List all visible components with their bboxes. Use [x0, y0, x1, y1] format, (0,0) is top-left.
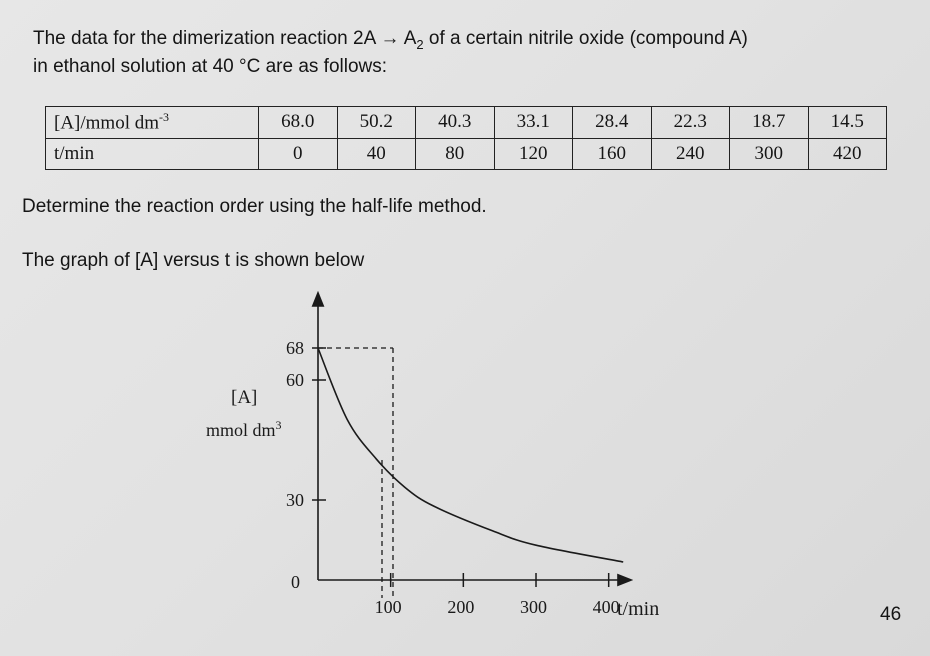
table-cell: 300	[730, 138, 809, 170]
table-cell: 80	[416, 138, 495, 170]
table-cell: 68.0	[259, 107, 338, 139]
concentration-curve	[318, 348, 623, 562]
table-cell: 40	[337, 138, 416, 170]
x-tick-label: 400	[592, 597, 620, 617]
row-label-time: t/min	[46, 138, 259, 170]
x-tick-label: 200	[447, 597, 475, 617]
table-cell: 160	[573, 138, 652, 170]
table-cell: 33.1	[494, 107, 573, 139]
page-number: 46	[880, 604, 902, 625]
y-tick-label: 30	[286, 490, 304, 510]
table-cell: 22.3	[651, 107, 730, 139]
table-cell: 50.2	[337, 107, 416, 139]
table-cell: 18.7	[730, 107, 809, 139]
intro-text-pre: The data for the dimerization reaction 2A	[33, 28, 381, 49]
table-cell: 240	[651, 138, 730, 170]
product-subscript: 2	[416, 36, 424, 52]
origin-label: 0	[291, 572, 300, 592]
x-tick-label: 100	[374, 597, 402, 617]
table-cell: 40.3	[416, 107, 495, 139]
y-tick-label: 60	[286, 370, 304, 390]
reaction-arrow: →	[380, 28, 400, 49]
intro-text-post: of a certain nitrile oxide (compound A)	[423, 28, 748, 49]
question-text: Determine the reaction order using the half-life method.	[22, 196, 487, 217]
y-axis-label-quantity: [A]	[231, 387, 258, 408]
table-cell: 0	[259, 138, 338, 170]
y-tick-label: 68	[286, 338, 304, 358]
intro-line-2: in ethanol solution at 40 °C are as follows:	[33, 56, 388, 77]
y-axis-label-unit: mmol $dm^3$	[206, 418, 282, 440]
row-label-concentration: [A]/mmol $dm^{-3}$	[46, 107, 259, 139]
table-cell: 14.5	[808, 107, 887, 139]
table-cell: 420	[808, 138, 887, 170]
table-cell: 28.4	[573, 107, 652, 139]
graph-caption: The graph of [A] versus t is shown below	[22, 250, 365, 271]
product-formula: A	[403, 28, 417, 49]
x-axis-label: t/min	[617, 598, 660, 620]
x-tick-label: 300	[520, 597, 548, 617]
table-cell: 120	[494, 138, 573, 170]
